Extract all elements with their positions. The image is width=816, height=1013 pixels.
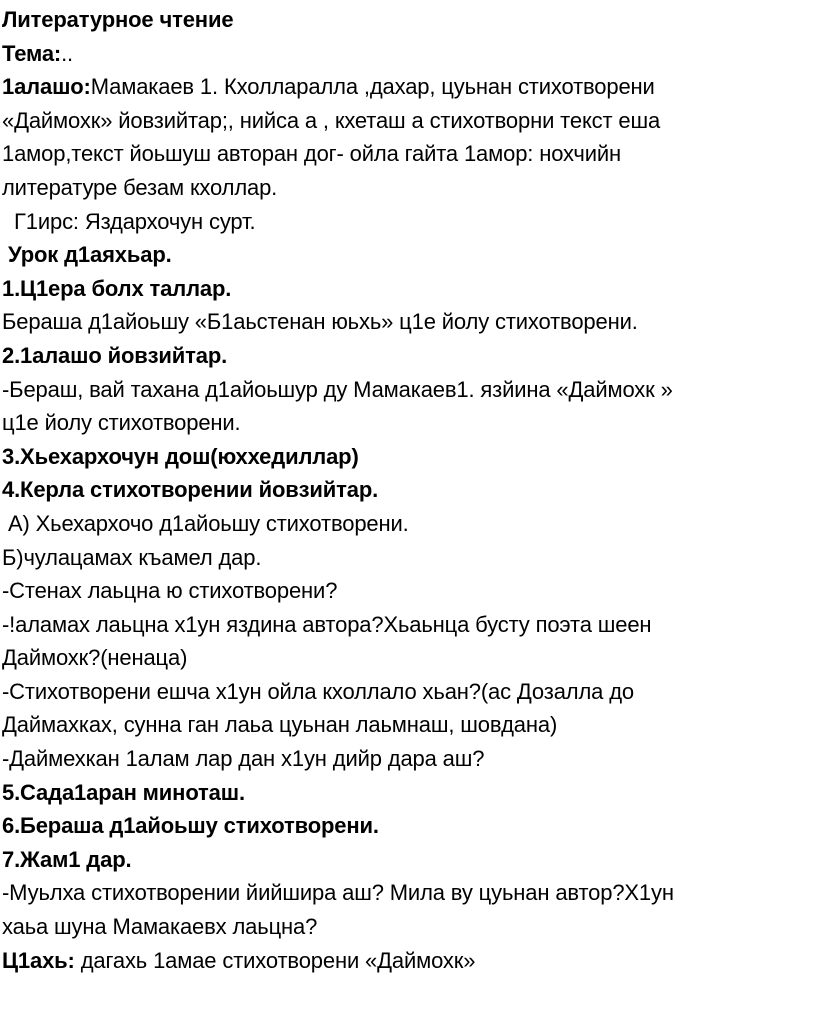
homework-line — [0, 944, 816, 978]
step-4-line-6: -Стихотворени ешча х1ун ойла кхоллало хьан?(ас Дозалла до — [2, 678, 634, 704]
goal-line-4: литературе безам кхоллар. — [2, 174, 278, 200]
step-1-heading: 1.Ц1ера болх таллар. — [2, 275, 232, 301]
homework-value: дагахь 1амае стихотворени «Даймохк» — [80, 947, 476, 973]
step-2-heading: 2.1алашо йовзийтар. — [2, 342, 228, 368]
step-2-line-1: -Бераш, вай тахана д1айоьшур ду Мамакаев1. язйина «Даймохк » — [2, 376, 673, 402]
step-6-heading: 6.Бераша д1айоьшу стихотворени. — [2, 813, 379, 839]
topic-line — [0, 37, 816, 71]
goal-text-1: Мамакаев 1. Кхолларалла ,дахар, цуьнан стихотворени — [90, 74, 655, 100]
step-7-line-1: -Муьлха стихотворении йийшира аш? Мила ву цуьнан автор?Х1ун — [2, 880, 674, 906]
topic-label: Тема: — [2, 40, 62, 66]
homework-label: Ц1ахь: — [2, 947, 75, 973]
step-4-heading: 4.Керла стихотворении йовзийтар. — [2, 477, 379, 503]
topic-value: .. — [61, 40, 74, 66]
goal-label: 1алашо: — [2, 74, 91, 100]
step-4-line-4: -!аламах лаьцна х1ун яздина автора?Хьаьнца бусту поэта шеен — [2, 611, 652, 637]
step-4-line-8: -Даймехкан 1алам лар дан х1ун дийр дара аш? — [2, 746, 485, 772]
step-1-text: Бераша д1айоьшу «Б1аьстенан юьхь» ц1е йолу стихотворени. — [2, 309, 638, 335]
step-7-line-2: хаьа шуна Мамакаевх лаьцна? — [2, 914, 318, 940]
step-4-line-3: -Стенах лаьцна ю стихотворени? — [2, 578, 338, 604]
goal-line-2: «Даймохк» йовзийтар;, нийса а , кхеташ а стихотворни текст еша — [2, 107, 661, 133]
goal-line-3: 1амор,текст йоьшуш авторан дог- ойла гайта 1амор: нохчийн — [2, 141, 622, 167]
goal-line-1 — [0, 70, 816, 104]
lesson-heading: Урок д1аяхьар. — [8, 242, 172, 268]
step-7-heading: 7.Жам1 дар. — [2, 846, 132, 872]
step-3-heading: 3.Хьехархочун дош(юххедиллар) — [2, 443, 359, 469]
step-4-line-1: А) Хьехархочо д1айоьшу стихотворени. — [8, 510, 409, 536]
step-5-heading: 5.Сада1аран миноташ. — [2, 779, 245, 805]
equipment-line: Г1ирс: Яздархочун сурт. — [14, 208, 256, 234]
document-title: Литературное чтение — [2, 7, 234, 32]
step-2-line-2: ц1е йолу стихотворени. — [2, 410, 241, 436]
step-4-line-5: Даймохк?(ненаца) — [2, 645, 188, 671]
step-4-line-7: Даймахках, сунна ган лаьа цуьнан лаьмнаш, шовдана) — [2, 712, 558, 738]
step-4-line-2: Б)чулацамах къамел дар. — [2, 544, 262, 570]
